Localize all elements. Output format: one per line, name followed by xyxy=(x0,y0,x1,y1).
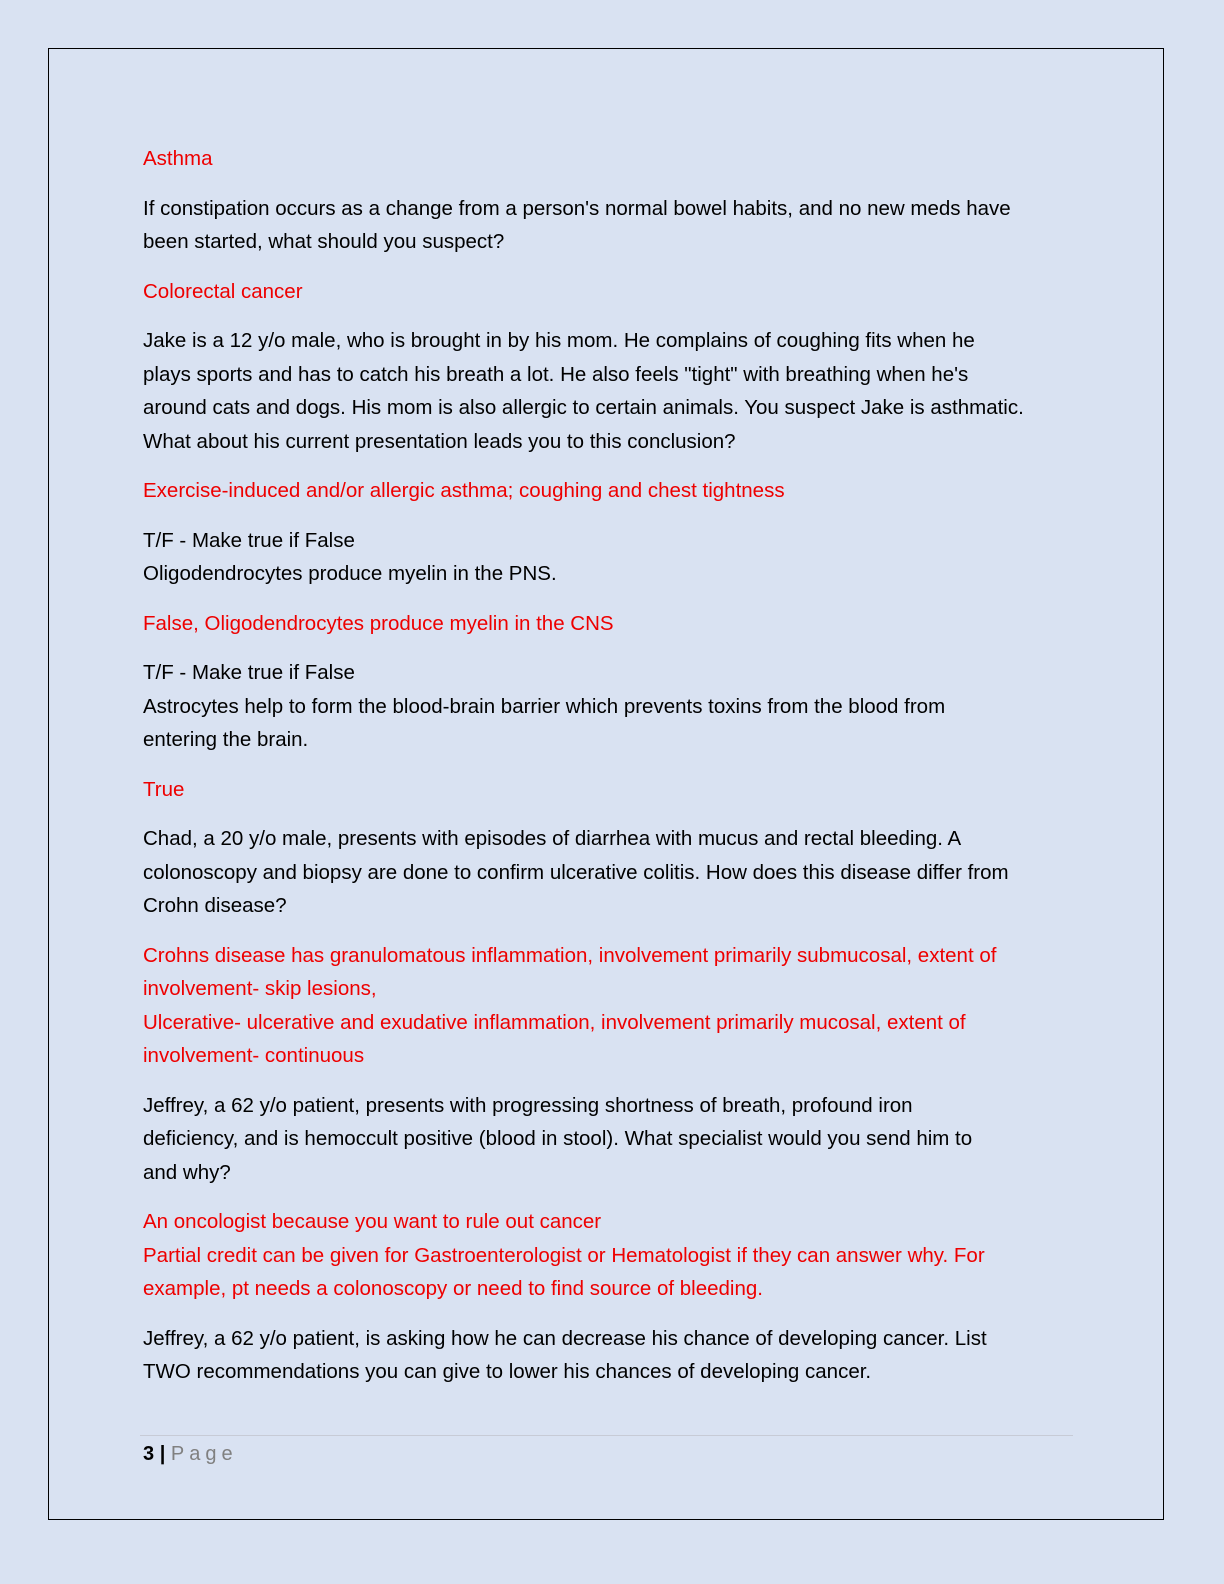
answer-line: Exercise-induced and/or allergic asthma; coughing and chest tightness xyxy=(143,479,785,502)
answer-paragraph xyxy=(143,1205,1073,1306)
question-line: What about his current presentation leads you to this conclusion? xyxy=(143,429,736,453)
document-body xyxy=(143,142,1073,1405)
answer-line: involvement- continuous xyxy=(143,1044,365,1067)
question-line: T/F - Make true if False xyxy=(143,661,355,684)
answer-line: example, pt needs a colonoscopy or need to find source of bleeding. xyxy=(143,1277,763,1300)
question-paragraph xyxy=(143,1089,1073,1190)
question-paragraph xyxy=(143,324,1073,458)
page-number: 3 xyxy=(143,1443,155,1465)
answer-line: Colorectal cancer xyxy=(143,279,303,303)
question-line: Jake is a 12 y/o male, who is brought in by his mom. He complains of coughing fits when he xyxy=(143,329,975,352)
question-paragraph xyxy=(143,1322,1073,1389)
answer-line: False, Oligodendrocytes produce myelin in the CNS xyxy=(143,611,614,635)
question-line: and why? xyxy=(143,1160,231,1184)
question-line: T/F - Make true if False xyxy=(143,528,355,552)
question-line: around cats and dogs. His mom is also allergic to certain animals. You suspect Jake is asthmatic. xyxy=(143,396,1024,419)
answer-paragraph xyxy=(143,142,1073,176)
footer-separator: | xyxy=(159,1443,166,1465)
question-line: Jeffrey, a 62 y/o patient, presents with progressing shortness of breath, profound iron xyxy=(143,1093,913,1117)
question-line: If constipation occurs as a change from a person's normal bowel habits, and no new meds have xyxy=(143,196,1011,220)
answer-paragraph xyxy=(143,474,1073,508)
answer-line: Ulcerative- ulcerative and exudative inflammation, involvement primarily mucosal, extent of xyxy=(143,1010,966,1034)
footer-rule xyxy=(140,1435,1073,1436)
question-line: colonoscopy and biopsy are done to confirm ulcerative colitis. How does this disease differ from xyxy=(143,860,1009,884)
question-line: Jeffrey, a 62 y/o patient, is asking how he can decrease his chance of developing cancer. List xyxy=(143,1326,987,1350)
question-line: plays sports and has to catch his breath a lot. He also feels "tight" with breathing when he's xyxy=(143,362,969,386)
answer-paragraph xyxy=(143,773,1073,807)
question-paragraph xyxy=(143,822,1073,923)
question-line: Chad, a 20 y/o male, presents with episodes of diarrhea with mucus and rectal bleeding. A xyxy=(143,827,962,850)
question-line: deficiency, and is hemoccult positive (blood in stool). What specialist would you send him to xyxy=(143,1127,973,1150)
question-line: Astrocytes help to form the blood-brain barrier which prevents toxins from the blood from xyxy=(143,694,946,718)
question-paragraph xyxy=(143,192,1073,259)
question-line: Oligodendrocytes produce myelin in the PNS. xyxy=(143,562,557,585)
question-line: been started, what should you suspect? xyxy=(143,230,505,253)
question-line: TWO recommendations you can give to lower his chances of developing cancer. xyxy=(143,1360,872,1383)
answer-paragraph xyxy=(143,275,1073,309)
answer-paragraph xyxy=(143,607,1073,641)
question-line: entering the brain. xyxy=(143,728,309,751)
question-line: Crohn disease? xyxy=(143,894,287,917)
question-paragraph xyxy=(143,524,1073,591)
answer-line: Partial credit can be given for Gastroenterologist or Hematologist if they can answer why. For xyxy=(143,1243,985,1267)
answer-line: involvement- skip lesions, xyxy=(143,977,377,1000)
answer-paragraph xyxy=(143,939,1073,1073)
page-footer xyxy=(143,1440,238,1468)
answer-line: Crohns disease has granulomatous inflammation, involvement primarily submucosal, extent of xyxy=(143,943,997,967)
answer-line: An oncologist because you want to rule out cancer xyxy=(143,1210,602,1233)
answer-line: True xyxy=(143,777,185,801)
question-paragraph xyxy=(143,656,1073,757)
answer-line: Asthma xyxy=(143,147,213,170)
page-label: Page xyxy=(170,1443,238,1465)
